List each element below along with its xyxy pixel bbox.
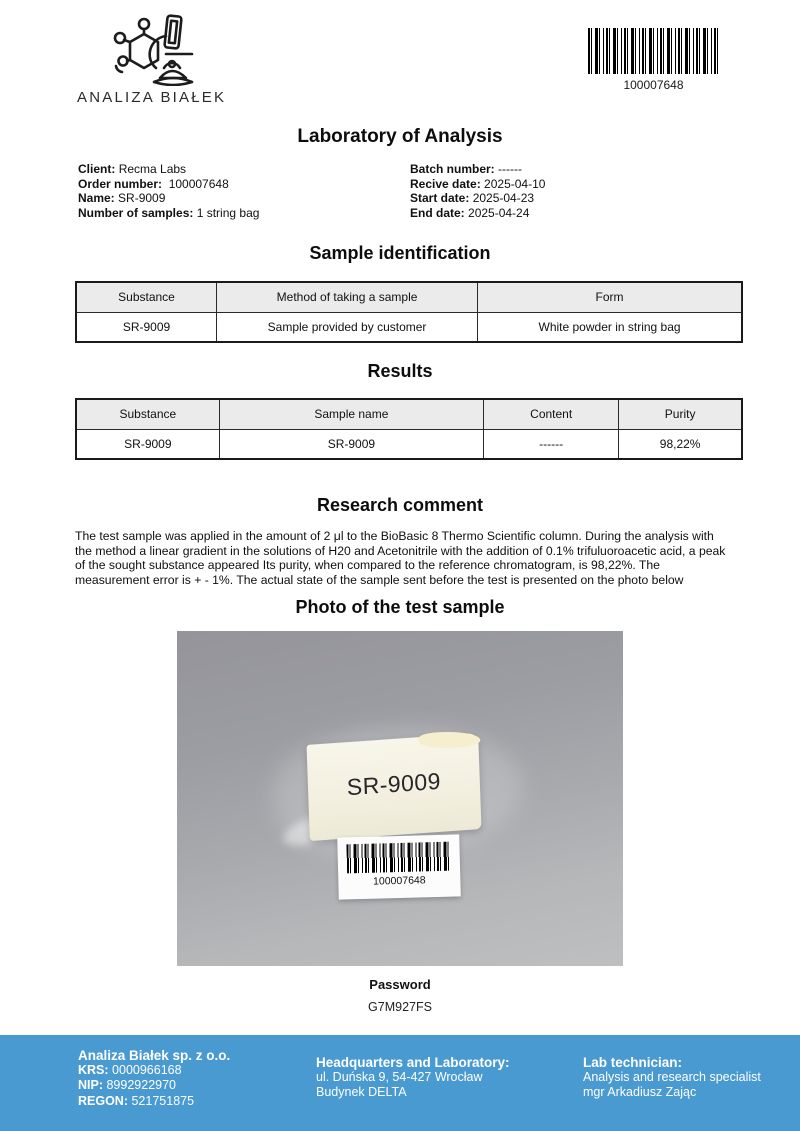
sample-barcode-number: 100007648 <box>372 874 426 888</box>
table-row <box>76 312 742 342</box>
col-form: Form <box>478 282 742 312</box>
cell-method: Sample provided by customer <box>217 312 478 342</box>
client-info-block <box>78 162 259 220</box>
col-substance: Substance <box>76 282 217 312</box>
dates-info-block <box>410 162 545 220</box>
sample-identification-table <box>75 281 743 343</box>
results-table <box>75 398 743 460</box>
footer-nip-line: NIP: 8992922970 <box>78 1078 177 1093</box>
footer-building-line: Budynek DELTA <box>316 1085 407 1100</box>
info-line-batch: Batch number: ------ <box>410 162 523 176</box>
sample-paper-text: SR-9009 <box>346 767 442 801</box>
sample-barcode-label <box>337 834 461 899</box>
order-barcode-number: 100007648 <box>623 78 684 92</box>
col-purity: Purity <box>619 399 742 429</box>
cell-substance: SR-9009 <box>76 312 217 342</box>
table-header-row <box>76 282 742 312</box>
microscope-molecule-icon <box>100 14 212 86</box>
col-substance: Substance <box>76 399 219 429</box>
footer-headquarters-block <box>316 1055 510 1101</box>
info-line-start-date: Start date: 2025-04-23 <box>410 191 535 206</box>
footer-regon-line: REGON: 521751875 <box>78 1093 195 1108</box>
footer-company-name: Analiza Białek sp. z o.o. <box>78 1048 231 1063</box>
research-comment-heading: Research comment <box>316 495 484 515</box>
info-line-name: Name: SR-9009 <box>78 191 166 206</box>
cell-substance: SR-9009 <box>76 429 219 459</box>
password-label: Password <box>369 977 431 992</box>
research-comment-text: The test sample was applied in the amount of 2 μl to the BioBasic 8 Thermo Scientific column. During the analysis with the method a linear gradient in the solutions of H20 and Acetonitrile with the addition of 0.1% trifuluoroacetic acid, a peak of the sought substance appeared Its purity, when compared to the reference chromatogram, is 98,22%. The measurement error is + - 1%. The actual state of the sample sent before the test is presented on the photo below <box>75 529 726 588</box>
col-sample-name: Sample name <box>219 399 483 429</box>
footer-technician-name: mgr Arkadiusz Zając <box>583 1085 697 1100</box>
cell-purity: 98,22% <box>619 429 742 459</box>
info-line-end-date: End date: 2025-04-24 <box>410 205 530 220</box>
footer-technician-title: Lab technician: <box>583 1055 683 1070</box>
sample-photo <box>177 631 623 966</box>
info-line-samples: Number of samples: 1 string bag <box>78 205 260 220</box>
cell-sample-name: SR-9009 <box>219 429 483 459</box>
sample-paper-label <box>307 733 482 841</box>
col-method: Method of taking a sample <box>217 282 478 312</box>
photo-heading: Photo of the test sample <box>295 597 505 617</box>
footer-headquarters-title: Headquarters and Laboratory: <box>316 1055 510 1070</box>
table-header-row <box>76 399 742 429</box>
sample-barcode <box>346 842 451 874</box>
order-barcode <box>588 28 719 74</box>
footer-krs-line: KRS: 0000966168 <box>78 1063 182 1078</box>
footer-address-line: ul. Duńska 9, 54-427 Wrocław <box>316 1070 483 1085</box>
table-row <box>76 429 742 459</box>
footer-specialist-line: Analysis and research specialist <box>583 1070 761 1085</box>
col-content: Content <box>484 399 619 429</box>
cell-form: White powder in string bag <box>478 312 742 342</box>
info-line-client: Client: Recma Labs <box>78 162 187 176</box>
logo-wordmark: ANALIZA BIAŁEK <box>77 89 227 106</box>
cell-content: ------ <box>484 429 619 459</box>
footer-company-block <box>78 1048 230 1109</box>
info-line-receive-date: Recive date: 2025-04-10 <box>410 176 546 191</box>
password-value: G7M927FS <box>368 1000 432 1014</box>
footer <box>0 1035 800 1131</box>
sample-identification-heading: Sample identification <box>309 243 491 263</box>
footer-technician-block <box>583 1055 761 1101</box>
results-heading: Results <box>367 361 433 381</box>
info-line-order-number: Order number: 100007648 <box>78 176 229 191</box>
page-title: Laboratory of Analysis <box>297 126 503 147</box>
